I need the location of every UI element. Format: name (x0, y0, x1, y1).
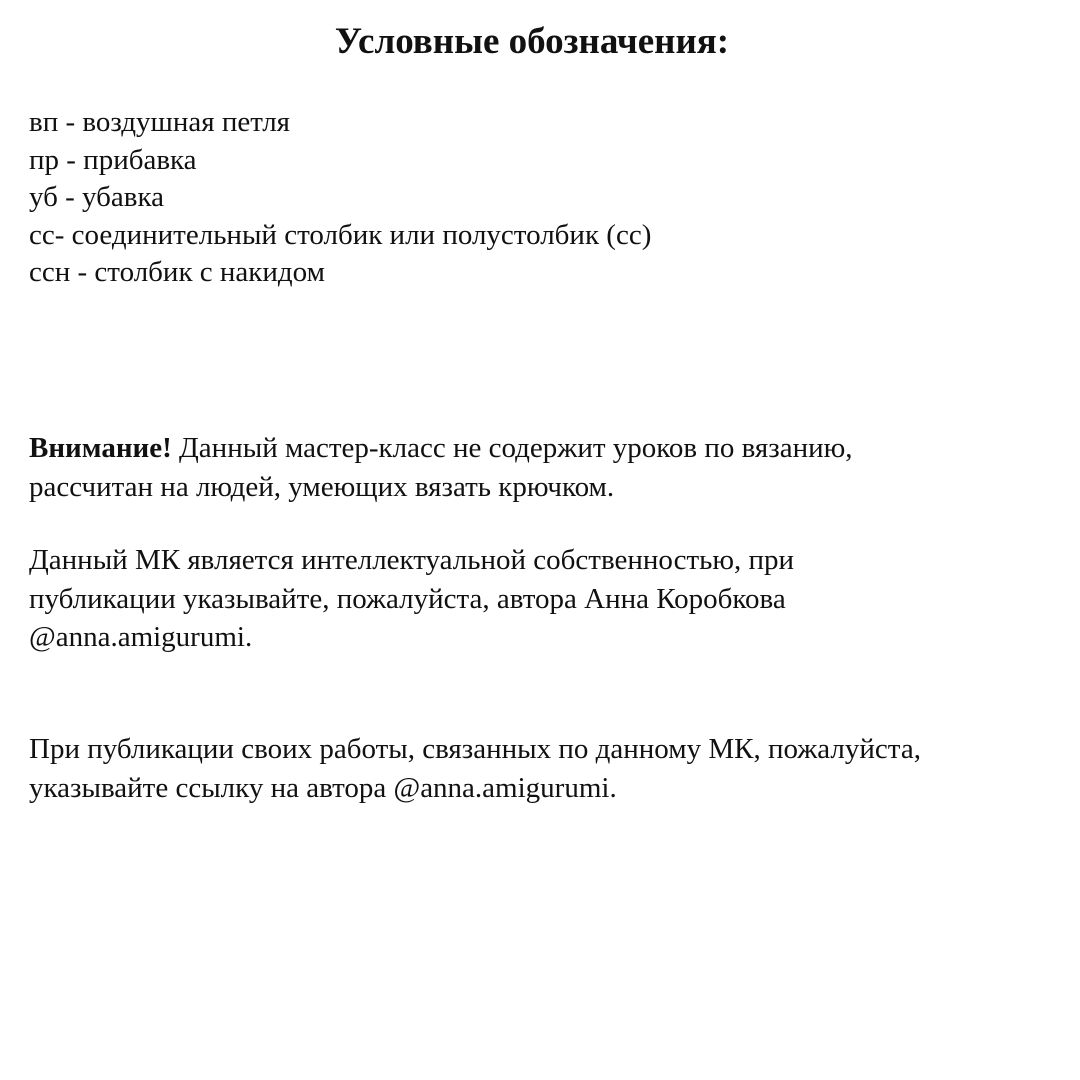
attention-label: Внимание! (29, 432, 172, 464)
attention-paragraph (29, 429, 1069, 506)
page-title: Условные обозначения: (334, 21, 730, 62)
legend-item-pr: пр - прибавка (29, 143, 197, 176)
ip-notice-line-3: @anna.amigurumi. (29, 621, 253, 653)
legend-item-ub: уб - убавка (29, 181, 164, 213)
attention-text-1: Данный мастер-класс не содержит уроков по вязанию, (171, 432, 853, 464)
publish-notice-line-2: указывайте ссылку на автора @anna.amigurumi. (29, 771, 617, 804)
ip-notice-line-1: Данный МК является интеллектуальной собственностью, при (29, 544, 795, 576)
ip-notice-paragraph (29, 541, 1069, 657)
abbreviation-legend (29, 104, 651, 292)
publish-notice-line-1: При публикации своих работы, связанных по данному МК, пожалуйста, (29, 733, 921, 765)
attention-line-2: рассчитан на людей, умеющих вязать крючком. (29, 470, 615, 503)
ip-notice-line-2: публикации указывайте, пожалуйста, автора Анна Коробкова (29, 582, 786, 615)
attention-line-1 (29, 429, 1069, 468)
publish-notice-paragraph (29, 730, 1069, 807)
legend-item-ssn: ссн - столбик с накидом (29, 256, 325, 288)
legend-item-vp: вп - воздушная петля (29, 106, 291, 138)
legend-item-ss: сс- соединительный столбик или полустолбик (сс) (29, 218, 652, 251)
